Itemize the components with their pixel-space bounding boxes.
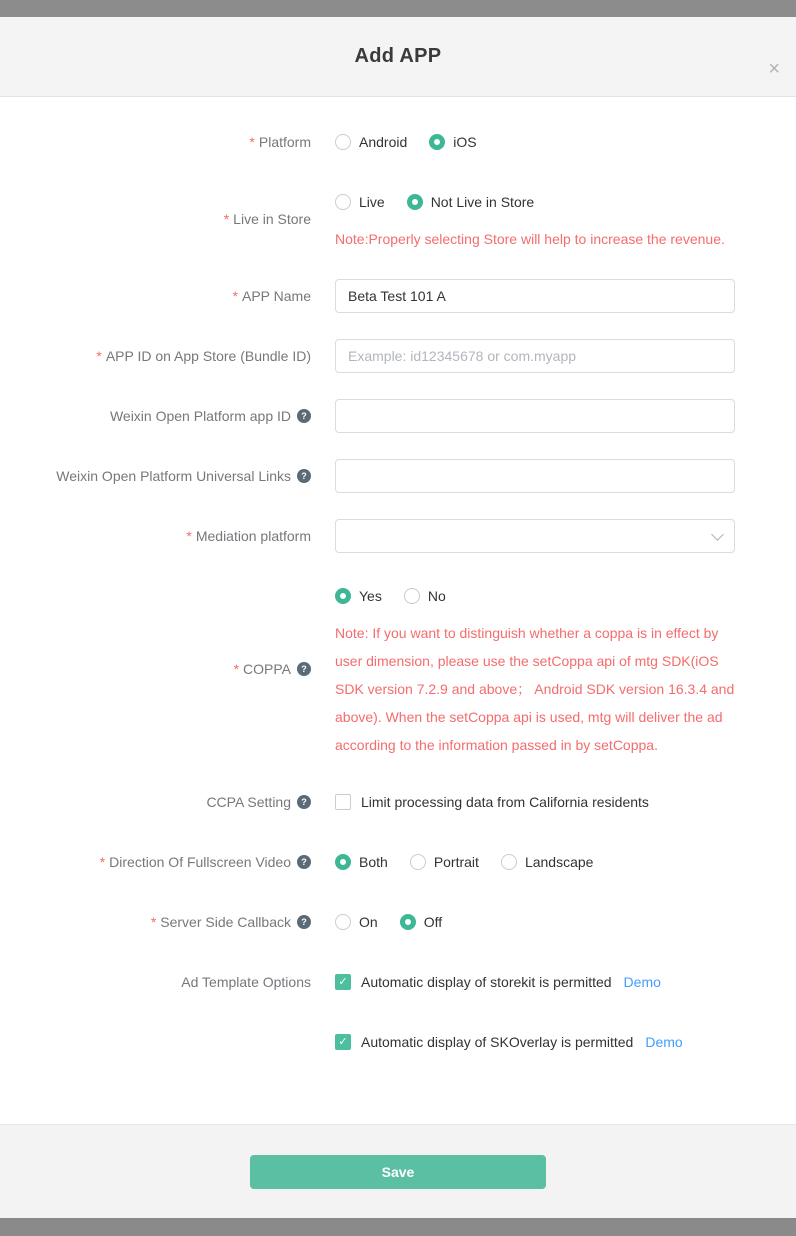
checkbox-unchecked-icon[interactable] xyxy=(335,794,351,810)
help-icon[interactable]: ? xyxy=(297,469,311,483)
row-live-in-store xyxy=(0,185,796,253)
coppa-label: * COPPA ? xyxy=(0,579,311,759)
row-platform xyxy=(0,125,796,159)
radio-not-live[interactable]: Not Live in Store xyxy=(407,194,535,210)
row-ccpa xyxy=(0,785,796,819)
weixin-app-id-input[interactable] xyxy=(335,399,735,433)
mediation-platform-label: * Mediation platform xyxy=(186,528,311,544)
radio-coppa-no[interactable]: No xyxy=(404,588,446,604)
radio-platform-android[interactable]: Android xyxy=(335,134,407,150)
required-marker: * xyxy=(96,348,102,364)
live-in-store-note: Note:Properly selecting Store will help to increase the revenue. xyxy=(335,231,725,247)
weixin-app-id-label: Weixin Open Platform app ID ? xyxy=(0,399,311,433)
row-app-id xyxy=(0,339,796,373)
app-id-input[interactable] xyxy=(335,339,735,373)
app-name-label: * APP Name xyxy=(232,288,311,304)
radio-selected-icon[interactable] xyxy=(429,134,445,150)
row-weixin-links xyxy=(0,459,796,493)
radio-direction-landscape[interactable]: Landscape xyxy=(501,854,594,870)
help-icon[interactable]: ? xyxy=(297,915,311,929)
help-icon[interactable]: ? xyxy=(297,662,311,676)
coppa-note: Note: If you want to distinguish whether a coppa is in effect by user dimension, please use the setCoppa api of mtg SDK(iOS SDK version 7.2.9 and above； Android SDK version 16.3.4 and above). When the setCoppa api is used, mtg will deliver the ad according to the information passed in by setCoppa. xyxy=(335,625,735,753)
radio-callback-on[interactable]: On xyxy=(335,914,378,930)
dialog-header xyxy=(0,17,796,97)
close-icon[interactable]: × xyxy=(768,58,780,80)
dialog-footer xyxy=(0,1124,796,1218)
help-icon[interactable]: ? xyxy=(297,409,311,423)
ccpa-label: CCPA Setting ? xyxy=(0,785,311,819)
mediation-platform-select[interactable] xyxy=(335,519,735,553)
row-direction xyxy=(0,845,796,879)
row-coppa xyxy=(0,579,796,759)
page-background-top xyxy=(0,0,796,17)
radio-direction-portrait[interactable]: Portrait xyxy=(410,854,479,870)
radio-icon[interactable] xyxy=(335,134,351,150)
checkbox-checked-icon[interactable] xyxy=(335,974,351,990)
radio-direction-both[interactable]: Both xyxy=(335,854,388,870)
radio-platform-ios[interactable]: iOS xyxy=(429,134,476,150)
required-marker: * xyxy=(232,288,238,304)
add-app-dialog xyxy=(0,17,796,1218)
ccpa-checkbox-option[interactable]: Limit processing data from California residents xyxy=(335,785,796,819)
required-marker: * xyxy=(223,211,230,227)
radio-live[interactable]: Live xyxy=(335,194,385,210)
radio-selected-icon[interactable] xyxy=(400,914,416,930)
radio-icon[interactable] xyxy=(335,914,351,930)
skoverlay-checkbox-option[interactable]: ✓ Automatic display of SKOverlay is permitted Demo xyxy=(335,1025,796,1059)
weixin-links-label: Weixin Open Platform Universal Links ? xyxy=(0,459,311,493)
check-icon: ✓ xyxy=(338,975,348,988)
row-mediation-platform xyxy=(0,519,796,553)
live-in-store-label: * Live in Store xyxy=(223,211,311,227)
radio-icon[interactable] xyxy=(404,588,420,604)
required-marker: * xyxy=(233,661,240,677)
row-weixin-app-id xyxy=(0,399,796,433)
radio-callback-off[interactable]: Off xyxy=(400,914,442,930)
radio-icon[interactable] xyxy=(335,194,351,210)
help-icon[interactable]: ? xyxy=(297,855,311,869)
platform-label: * Platform xyxy=(249,134,311,150)
required-marker: * xyxy=(186,528,192,544)
direction-label: * Direction Of Fullscreen Video ? xyxy=(0,845,311,879)
checkbox-checked-icon[interactable] xyxy=(335,1034,351,1050)
weixin-links-input[interactable] xyxy=(335,459,735,493)
row-app-name xyxy=(0,279,796,313)
server-callback-label: * Server Side Callback ? xyxy=(0,905,311,939)
radio-selected-icon[interactable] xyxy=(407,194,423,210)
required-marker: * xyxy=(249,134,255,150)
page-background-bottom xyxy=(0,1218,796,1236)
skoverlay-demo-link[interactable]: Demo xyxy=(645,1034,683,1050)
app-id-label: * APP ID on App Store (Bundle ID) xyxy=(96,348,311,364)
required-marker: * xyxy=(99,854,106,870)
dialog-title: Add APP xyxy=(354,45,442,67)
save-button[interactable]: Save xyxy=(250,1155,546,1189)
radio-coppa-yes[interactable]: Yes xyxy=(335,588,382,604)
radio-icon[interactable] xyxy=(501,854,517,870)
chevron-down-icon xyxy=(711,528,724,541)
radio-icon[interactable] xyxy=(410,854,426,870)
app-name-input[interactable] xyxy=(335,279,735,313)
radio-selected-icon[interactable] xyxy=(335,854,351,870)
row-ad-template-options xyxy=(0,965,796,1059)
storekit-checkbox-option[interactable]: ✓ Automatic display of storekit is permitted Demo xyxy=(335,965,796,999)
row-server-callback xyxy=(0,905,796,939)
storekit-demo-link[interactable]: Demo xyxy=(623,974,661,990)
ad-template-label: Ad Template Options xyxy=(181,974,311,990)
dialog-body xyxy=(0,97,796,1124)
help-icon[interactable]: ? xyxy=(297,795,311,809)
check-icon: ✓ xyxy=(338,1035,348,1048)
required-marker: * xyxy=(150,914,157,930)
radio-selected-icon[interactable] xyxy=(335,588,351,604)
